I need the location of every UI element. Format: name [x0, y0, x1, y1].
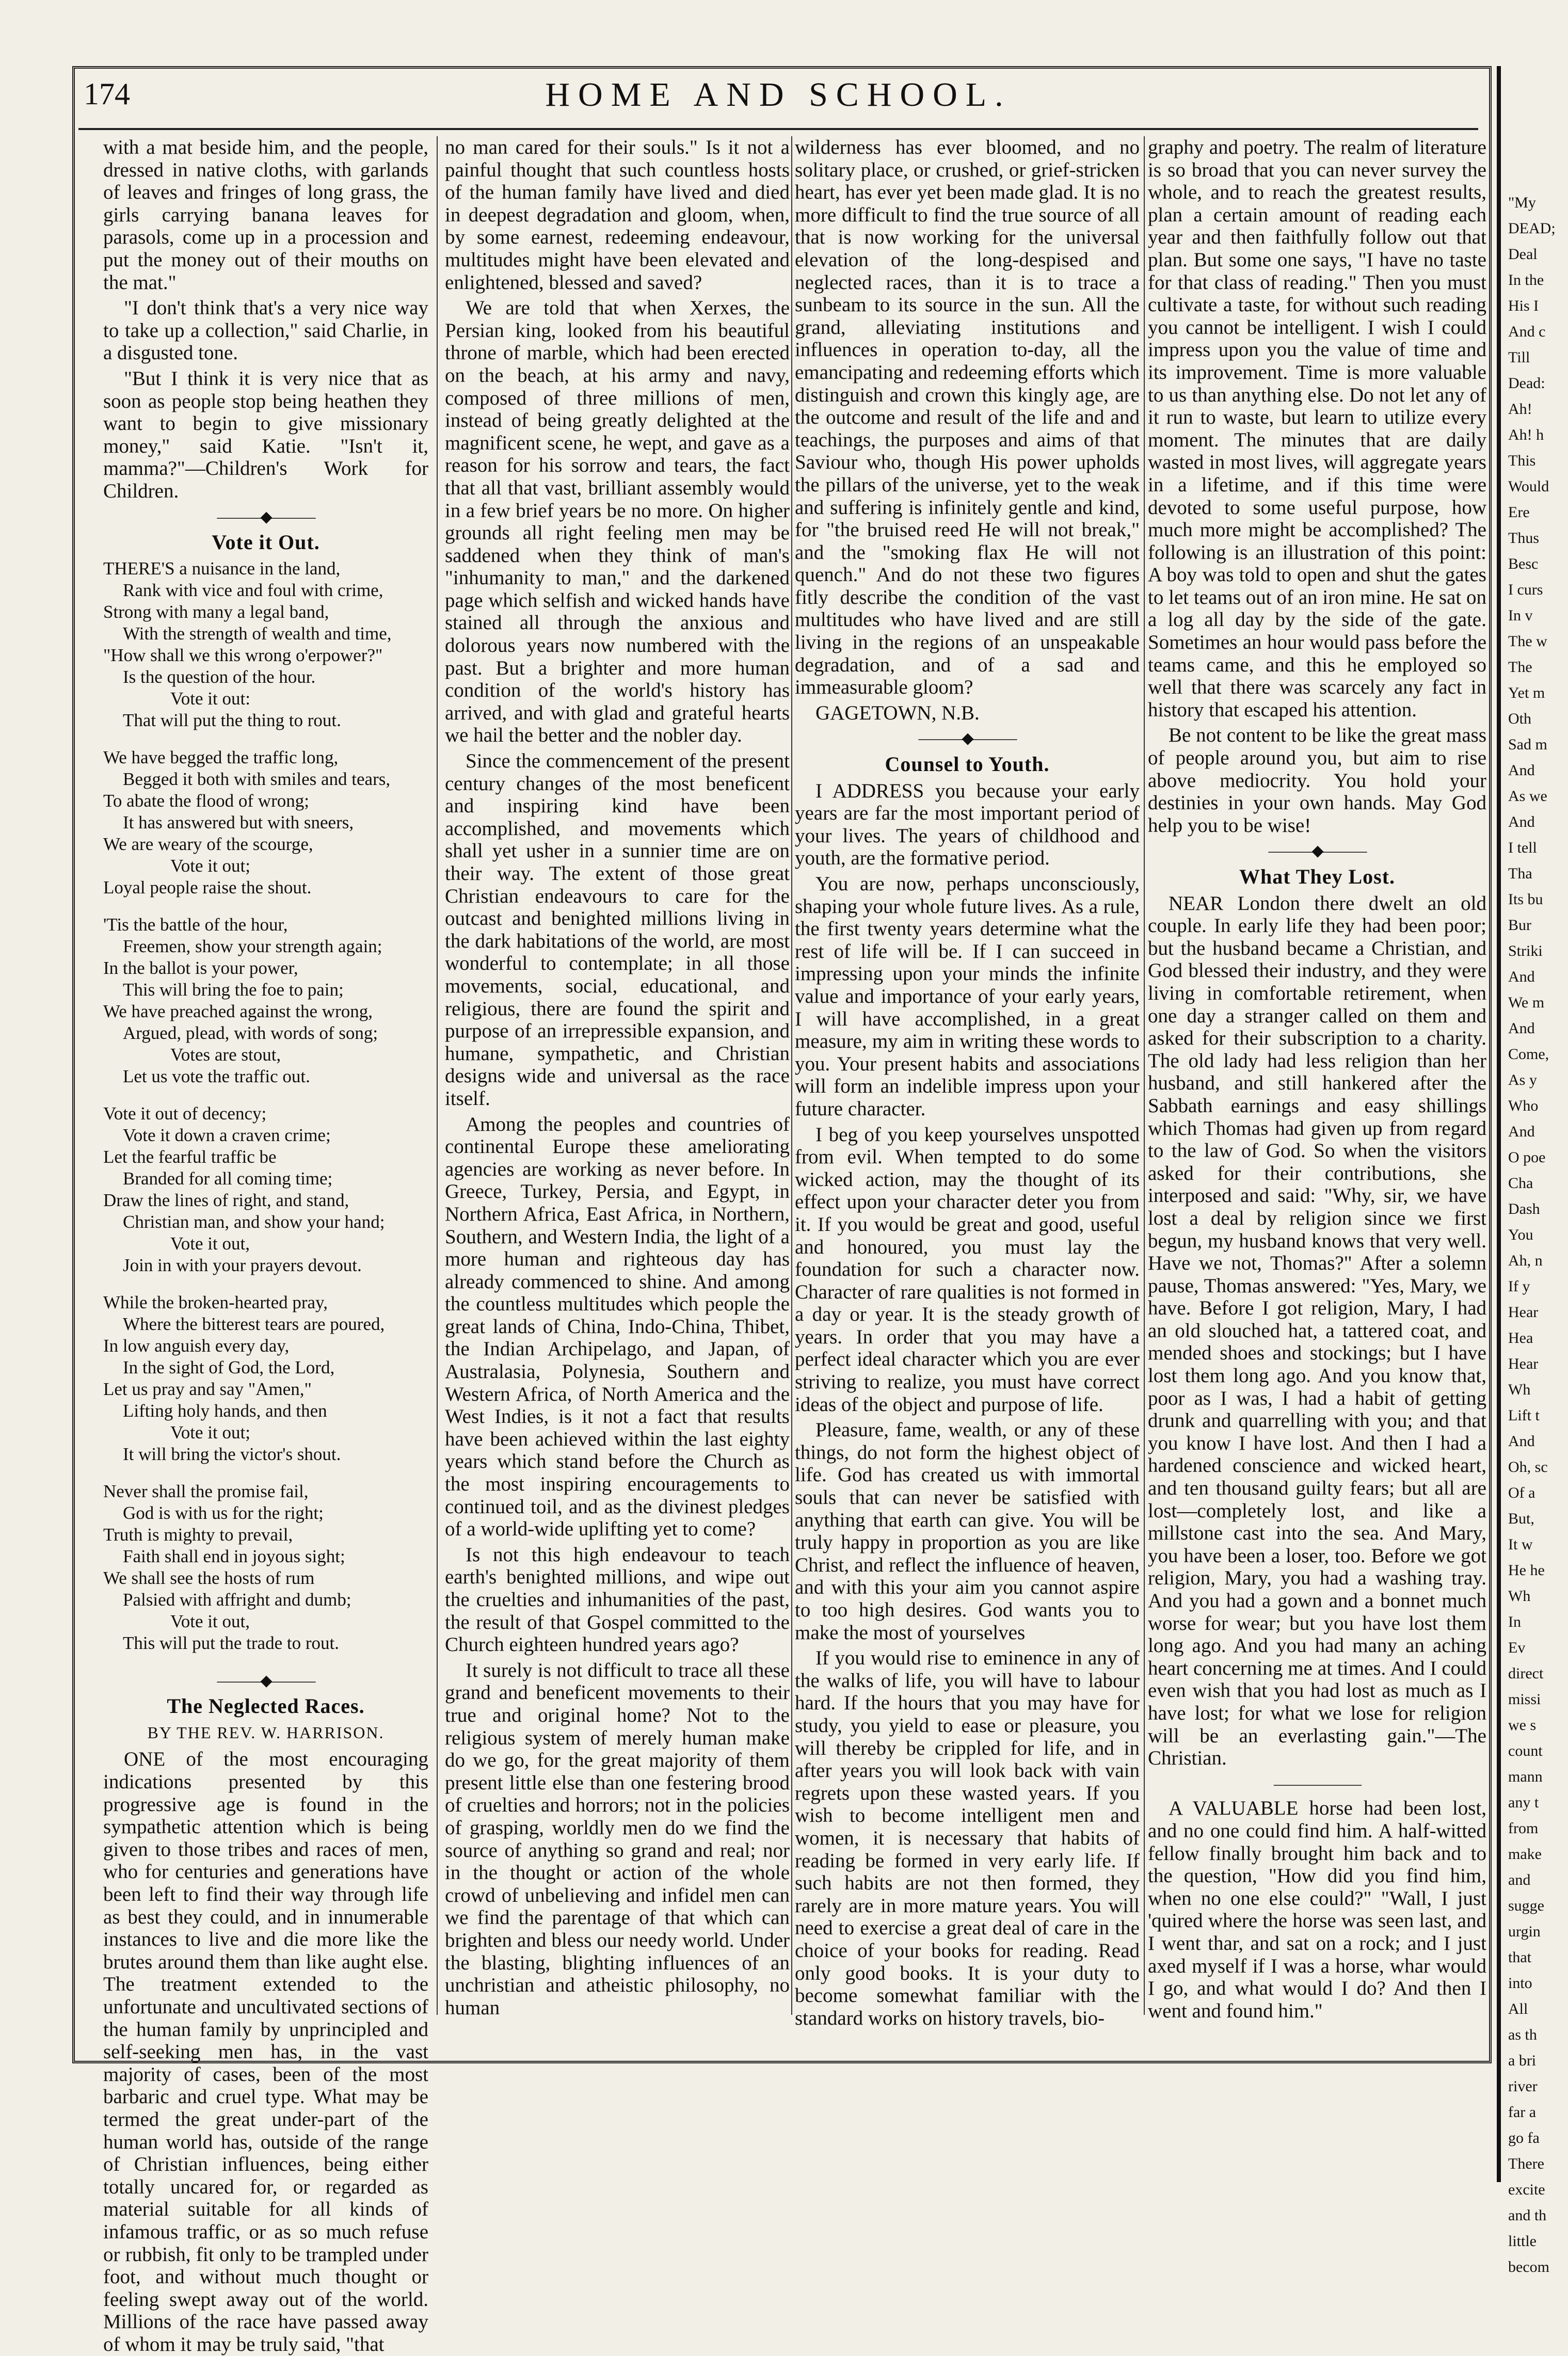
poem-line: Vote it out; — [170, 1422, 250, 1443]
poem-line: Join in with your prayers devout. — [123, 1255, 362, 1275]
poem-line: This will put the trade to rout. — [123, 1632, 339, 1653]
strip-line: into — [1508, 1975, 1532, 1992]
strip-line: and th — [1508, 2207, 1547, 2224]
paragraph: ONE of the most encouraging indications presented by this progressive age is found in the sympathetic attention which is being given to those tribes and races of men, who for centuries and generations have been left to find their way through life as best they could, and in innumerable instances to live and die more like the brutes around them than like aught else. The treatment extended to the unfortunate and uncultivated sections of the human family by unprincipled and self-seeking men has, in the vast majority of cases, been of the most barbaric and cruel type. What may be termed the great under-part of the human world has, outside of the range of Christian influences, being either totally uncared for, or regarded as material suitable for all kinds of infamous traffic, or as so much refuse or rubbish, fit only to be trampled under foot, and without much thought or feeling swept away out of the world. Millions of the race have passed away of whom it may be truly said, "that — [103, 1748, 428, 2355]
paragraph: We are told that when Xerxes, the Persian king, looked from his beautiful throne of marble, which had been erected on the beach, at his army and navy, composed of three millions of men, instead of being greatly delighted at the magnificent scene, he wept, and gave as a reason for his sorrow and tears, the fact that all that vast, brilliant assembly would in a few brief years be no more. On higher grounds all right feeling men may be saddened when they think of man's "inhumanity to man," and the darkened page which selfish and wicked hands have stained all through the anxious and dolorous years now numbered with the past. But a brighter and more human condition of the world's history has arrived, and with glad and grateful hearts we hail the better and the nobler day. — [445, 297, 790, 747]
paragraph: Among the peoples and countries of continental Europe these ameliorating agencies are working as never before. In Greece, Turkey, Persia, and Egypt, in Northern Africa, East Africa, in Northern, Southern, and Western India, the light of a more human and righteous day has already commenced to shine. And among the countless multitudes which people the great lands of China, Indo-China, Thibet, the Indian Archipelago, and Japan, of Australasia, Polynesia, Southern and Western Africa, of North America and the West Indies, is it not a fact that results have been achieved within the last eighty years which stand before the Church as the most inspiring encouragements to continued toil, and as the divinest pledges of a world-wide uplifting yet to come? — [445, 1113, 790, 1541]
strip-line: And c — [1508, 323, 1546, 340]
strip-line: go fa — [1508, 2129, 1540, 2146]
strip-line: It w — [1508, 1536, 1533, 1553]
poem-line: Argued, plead, with words of song; — [123, 1022, 378, 1043]
paragraph: "But I think it is very nice that as soon as people stop being heathen they want to begin to give missionary money," said Katie. "Isn't it, mamma?"—Children's Work for Children. — [103, 367, 428, 502]
column-rule — [791, 136, 792, 2015]
paragraph: You are now, perhaps unconsciously, shaping your whole future lives. As a rule, the first twenty years determine what the rest of life will be. If I can succeed in impressing upon your minds the infinite value and importance of your early years, I will have accomplished, in a great measure, my aim in writing these words to you. Your present habits and associations will form an indelible impress upon your future character. — [795, 873, 1140, 1120]
poem-line: Let us vote the traffic out. — [123, 1066, 310, 1086]
strip-line: becom — [1508, 2258, 1549, 2275]
strip-line: The — [1508, 659, 1532, 676]
strip-line: that — [1508, 1949, 1531, 1966]
poem-line: 'Tis the battle of the hour, — [103, 914, 288, 935]
column-3 — [795, 136, 1140, 2029]
paragraph: graphy and poetry. The realm of literature is so broad that you can never survey the whole, and to reach the greatest results, plan a certain amount of reading each year and then faithfully follow out that plan. But some one says, "I have no taste for that class of reading." Then you must cultivate a taste, for without such reading you cannot be intelligent. I wish I could impress upon you the value of time and its improvement. Time is more valuable to us than anything else. Do not let any of it run to waste, but learn to utilize every moment. The minutes that are daily wasted in most lives, will aggregate years in a lifetime, and if this time were devoted to some useful purpose, how much more might be accomplished? The following is an illustration of this point: A boy was told to open and shut the gates to let teams out of an iron mine. He sat on a log all day by the side of the gate. Sometimes an hour would pass before the teams came, and this he employed so well that there was scarcely any fact in history that escaped his attention. — [1148, 136, 1486, 721]
strip-line: His I — [1508, 297, 1539, 314]
paragraph: no man cared for their souls." Is it not a painful thought that such countless hosts of the human family have lived and died in deepest degradation and gloom, when, by some earnest, redeeming endeavour, multitudes might have been elevated and enlightened, blessed and saved? — [445, 136, 790, 294]
strip-line: And — [1508, 762, 1535, 779]
page-header — [78, 72, 1478, 130]
poem-line: Where the bitterest tears are poured, — [123, 1313, 385, 1334]
poem-body — [103, 558, 428, 1654]
strip-line: We m — [1508, 994, 1545, 1011]
strip-line: a bri — [1508, 2052, 1537, 2069]
paragraph: Is not this high endeavour to teach earth's benighted millions, and wipe out the cruelties and inhumanities of the past, the result of that Gospel committed to the Church eighteen hundred years ago? — [445, 1543, 790, 1656]
strip-line: In — [1508, 1613, 1521, 1630]
strip-line: Besc — [1508, 555, 1539, 572]
strip-line: DEAD; — [1508, 220, 1556, 237]
paragraph: It surely is not difficult to trace all these grand and beneficent movements to their true and original home? Not to the religious system of merely human make do we go, for the great majority of them present little else than one festering brood of cruelties and horrors; not in the policies of grasping, worldly men do we find the source of anything so grand and real; nor in the thought or action of the whole crowd of unbelieving and infidel men can we find the parentage of that which can brighten and bless our needy world. Under the blasting, blighting influences of an unchristian and atheistic philosophy, no human — [445, 1659, 790, 2019]
strip-line: any t — [1508, 1794, 1539, 1811]
poem-line: This will bring the foe to pain; — [123, 979, 344, 1000]
poem-line: With the strength of wealth and time, — [123, 623, 392, 644]
poem-line: Lifting holy hands, and then — [123, 1400, 327, 1421]
strip-line: Would — [1508, 478, 1549, 495]
strip-line: I curs — [1508, 581, 1543, 598]
strip-line: Hear — [1508, 1355, 1539, 1372]
stanza — [103, 1481, 428, 1654]
strip-line: This — [1508, 452, 1536, 469]
strip-line: But, — [1508, 1510, 1534, 1527]
strip-line: He he — [1508, 1562, 1545, 1579]
strip-line: and — [1508, 1871, 1531, 1888]
poem-line: Rank with vice and foul with crime, — [123, 580, 383, 600]
strip-line: Bur — [1508, 917, 1531, 934]
poem-line: Vote it down a craven crime; — [123, 1125, 331, 1145]
stanza — [103, 747, 428, 899]
stanza — [103, 1103, 428, 1276]
poem-line: Strong with many a legal band, — [103, 601, 329, 622]
stanza — [103, 558, 428, 731]
stanza — [103, 914, 428, 1087]
paragraph: A VALUABLE horse had been lost, and no one could find him. A half-witted fellow finally brought him back and to the question, "How did you find him, when no one else could?" "Wall, I just 'quired where the horse was seen last, and I went thar, and sat on a rock; and I just axed myself if I was a horse, whar would I go, and what would I do? And then I went and found him." — [1148, 1797, 1486, 2022]
strip-line: Tha — [1508, 865, 1532, 882]
strip-line: make — [1508, 1846, 1542, 1863]
poem-line: Freemen, show your strength again; — [123, 936, 382, 956]
poem-line: Vote it out: — [170, 688, 250, 709]
strip-line: O poe — [1508, 1149, 1546, 1166]
paragraph: wilderness has ever bloomed, and no solitary place, or crushed, or grief-stricken heart, has ever yet been made glad. It is no more difficult to find the true source of all that is now working for the universal elevation of the long-despised and neglected races, than it is to trace a sunbeam to its source in the sun. All the grand, alleviating institutions and influences in operation to-day, all the emancipating and redeeming efforts which distinguish and crown this kingly age, are the outcome and result of the life and and teachings, the purposes and aims of that Saviour who, though His power upholds the pillars of the universe, yet to the weak and suffering is infinitely gentle and kind, for "the bruised reed He will not break," and the "smoking flax He will not quench." And do not these two figures fitly describe the condition of the vast multitudes who have lived and are still living in the regions of an unspeakable degradation, and of a sad and immeasurable gloom? — [795, 136, 1140, 699]
stanza — [103, 1292, 428, 1465]
paragraph: Pleasure, fame, wealth, or any of these things, do not form the highest object of life. God has created us with immortal souls that can never be satisfied with anything that earth can give. You will be truly happy in proportion as you are like Christ, and reflect the influence of heaven, and with this your aim you cannot aspire to too high desires. God wants you to make the most of yourselves — [795, 1419, 1140, 1644]
paragraph: with a mat beside him, and the people, dressed in native cloths, with garlands of leaves and fringes of long grass, the girls carrying banana leaves for parasols, come up in a procession and put the money out of their mouths on the mat." — [103, 136, 428, 294]
poem-line: Vote it out of decency; — [103, 1103, 267, 1124]
strip-line: Dead: — [1508, 375, 1545, 392]
poem-line: In low anguish every day, — [103, 1335, 290, 1356]
poem-line: Let us pray and say "Amen," — [103, 1379, 312, 1399]
strip-line: There — [1508, 2155, 1544, 2172]
strip-line: from — [1508, 1820, 1539, 1837]
strip-line: Cha — [1508, 1175, 1533, 1192]
strip-line: Lift t — [1508, 1407, 1540, 1424]
byline: BY THE REV. W. HARRISON. — [147, 1723, 385, 1742]
paragraph: NEAR London there dwelt an old couple. In early life they had been poor; but the husband became a Christian, and God blessed their industry, and they were living in comfortable retirement, when one day a stranger called on them and asked for their subscription to a charity. The old lady had less religion than her husband, and still hankered after the Sabbath earnings and easy shillings which Thomas had given up from regard to the law of God. So when the visitors asked for their contributions, she interposed and said: "Why, sir, we have lost a deal by religion since we first begun, my husband knows that very well. Have we not, Thomas?" After a solemn pause, Thomas answered: "Yes, Mary, we have. Before I got religion, Mary, I had an old slouched hat, a tattered coat, and mended shoes and stockings; but I have lost them long ago. And you know that, poor as I was, I had a habit of getting drunk and quarrelling with you; and that you know I have lost. And then I had a hardened conscience and wicked heart, and ten thousand guilty fears; but all are lost—completely lost, and like a millstone cast into the sea. And Mary, you have been a loser, too. Before we got religion, Mary, you had a washing tray. And you had a gown and a bonnet much worse for wear; but you have lost them long ago. And you had many an aching heart concerning me at times. And I could even wish that you had lost as much as I have lost; for what we lose for religion will be an everlasting gain."—The Christian. — [1148, 892, 1486, 1770]
strip-line: Deal — [1508, 246, 1538, 263]
poem-line: Votes are stout, — [170, 1044, 281, 1065]
strip-line: Wh — [1508, 1381, 1531, 1398]
strip-line: we s — [1508, 1717, 1537, 1734]
poem-line: "How shall we this wrong o'erpower?" — [103, 645, 383, 665]
poem-line: Let the fearful traffic be — [103, 1146, 277, 1167]
strip-line: And — [1508, 1433, 1535, 1450]
article-title: The Neglected Races. — [167, 1694, 365, 1718]
strip-line: Yet m — [1508, 684, 1545, 701]
poem-line: Begged it both with smiles and tears, — [123, 768, 391, 789]
paragraph: I ADDRESS you because your early years are far the most important period of your lives. The years of childhood and youth, are the formative period. — [795, 779, 1140, 870]
column-4 — [1148, 136, 1486, 2025]
poem-line: In the ballot is your power, — [103, 957, 298, 978]
strip-line: Who — [1508, 1097, 1539, 1114]
poem-line: It has answered but with sneers, — [123, 812, 354, 832]
poem-line: Vote it out, — [170, 1611, 250, 1631]
strip-line: Of a — [1508, 1484, 1535, 1501]
poem-line: Christian man, and show your hand; — [123, 1211, 385, 1232]
strip-line: All — [1508, 2000, 1528, 2017]
paragraph: Be not content to be like the great mass of people around you, but aim to rise above mediocrity. You hold your destinies in your own hands. May God help you to be wise! — [1148, 724, 1486, 837]
poem-line: Is the question of the hour. — [123, 666, 316, 687]
strip-line: Ev — [1508, 1639, 1526, 1656]
strip-line: Ere — [1508, 504, 1530, 521]
strip-line: Till — [1508, 349, 1530, 366]
strip-line: The w — [1508, 633, 1547, 650]
section-divider: —————— — [1274, 1775, 1361, 1792]
strip-line: As we — [1508, 788, 1547, 805]
article-title: Counsel to Youth. — [885, 752, 1050, 776]
strip-line: Oh, sc — [1508, 1459, 1548, 1476]
strip-line: far a — [1508, 2104, 1537, 2121]
publication-title: HOME AND SCHOOL. — [545, 76, 1012, 114]
paragraph: Since the commencement of the present century changes of the most beneficent and inspiring kind have been accomplished, and movements which shall yet usher in a sunnier time are on their way. The extent of those great Christian endeavours to care for the outcast and benighted millions living in the dark habitations of the world, are most wonderful to contemplate; in all those movements, social, educational, and religious, there are found the spirit and purpose of an irrepressible expansion, and humane, sympathetic, and Christian designs wide and universal as the race itself. — [445, 750, 790, 1110]
poem-line: Draw the lines of right, and stand, — [103, 1190, 349, 1210]
poem-line: God is with us for the right; — [123, 1502, 324, 1523]
strip-line: In v — [1508, 607, 1533, 624]
strip-line: mann — [1508, 1768, 1543, 1785]
strip-line: And — [1508, 813, 1535, 830]
strip-line: count — [1508, 1742, 1543, 1759]
poem-line: Branded for all coming time; — [123, 1168, 333, 1189]
column-rule — [1144, 136, 1145, 2015]
strip-line: Ah! h — [1508, 426, 1544, 443]
poem-line: Faith shall end in joyous sight; — [123, 1546, 345, 1566]
article-title: What They Lost. — [1239, 865, 1396, 888]
strip-line: Come, — [1508, 1046, 1549, 1063]
strip-line: excite — [1508, 2181, 1545, 2198]
poem-line: It will bring the victor's shout. — [123, 1444, 341, 1464]
poem-line: In the sight of God, the Lord, — [123, 1357, 335, 1377]
strip-line: Wh — [1508, 1588, 1531, 1605]
strip-line: Hear — [1508, 1304, 1539, 1321]
strip-line: sugge — [1508, 1897, 1544, 1914]
strip-line: as th — [1508, 2026, 1537, 2043]
poem-line: Palsied with affright and dumb; — [123, 1589, 351, 1610]
strip-line: In the — [1508, 271, 1544, 289]
strip-line: Dash — [1508, 1200, 1540, 1217]
strip-line: river — [1508, 2078, 1538, 2095]
column-rule — [437, 136, 438, 2015]
poem-line: We have preached against the wrong, — [103, 1001, 373, 1021]
poem-line: We have begged the traffic long, — [103, 747, 339, 767]
section-divider: ———◆——— — [217, 508, 315, 525]
poem-line: That will put the thing to rout. — [123, 710, 341, 730]
poem-line: We shall see the hosts of rum — [103, 1567, 315, 1588]
strip-line: Thus — [1508, 530, 1539, 547]
strip-line: little — [1508, 2233, 1537, 2250]
column-2 — [445, 136, 790, 2025]
section-divider: ———◆——— — [217, 1672, 315, 1689]
strip-line: And — [1508, 968, 1535, 985]
poem-line: Truth is mighty to prevail, — [103, 1524, 293, 1545]
dateline: GAGETOWN, N.B. — [815, 701, 980, 724]
strip-line: urgin — [1508, 1923, 1541, 1940]
strip-line: direct — [1508, 1665, 1544, 1682]
adjacent-page-strip — [1497, 66, 1568, 2275]
poem-title: Vote it Out. — [212, 531, 320, 554]
paragraph: "I don't think that's a very nice way to take up a collection," said Charlie, in a disgusted tone. — [103, 297, 428, 364]
strip-line: Striki — [1508, 942, 1543, 959]
page-number: 174 — [84, 77, 130, 111]
poem-line: To abate the flood of wrong; — [103, 790, 309, 811]
strip-line: And — [1508, 1123, 1535, 1140]
poem-line: THERE'S a nuisance in the land, — [103, 558, 341, 579]
poem-line: Vote it out; — [170, 855, 250, 876]
strip-line: Oth — [1508, 710, 1531, 727]
strip-line: "My — [1508, 194, 1536, 211]
strip-line: I tell — [1508, 839, 1537, 856]
poem-line: Vote it out, — [170, 1233, 250, 1254]
poem-line: We are weary of the scourge, — [103, 834, 313, 854]
strip-line: Ah, n — [1508, 1252, 1543, 1269]
strip-line: You — [1508, 1226, 1533, 1243]
poem-line: Loyal people raise the shout. — [103, 877, 312, 897]
strip-line: If y — [1508, 1278, 1530, 1295]
section-divider: ———◆——— — [918, 730, 1016, 747]
poem-line: While the broken-hearted pray, — [103, 1292, 328, 1312]
column-1 — [103, 136, 428, 2355]
strip-line: Its bu — [1508, 891, 1543, 908]
strip-line: And — [1508, 1020, 1535, 1037]
strip-line: As y — [1508, 1071, 1537, 1088]
section-divider: ———◆——— — [1268, 842, 1366, 860]
paragraph: If you would rise to eminence in any of the walks of life, you will have to labour hard. If the hours that you may have for study, you yield to ease or pleasure, you will thereby be crippled for life, and in after years you will look back with vain regrets upon these wasted years. If you wish to become intelligent men and women, it is necessary that habits of reading be formed in very early life. If such habits are not then formed, they rarely are in more mature years. You will need to exercise a great deal of care in the choice of your books for reading. Read only good books. It is your duty to become somewhat familiar with the standard works on history travels, bio- — [795, 1647, 1140, 2029]
strip-line: missi — [1508, 1691, 1541, 1708]
poem-line: Never shall the promise fail, — [103, 1481, 309, 1501]
strip-line: Ah! — [1508, 400, 1532, 418]
strip-line: Sad m — [1508, 736, 1547, 753]
strip-line: Hea — [1508, 1329, 1533, 1347]
paragraph: I beg of you keep yourselves unspotted from evil. When tempted to do some wicked action, may the thought of its effect upon your character deter you from it. If you would be great and good, useful and honoured, you must lay the foundation for such a character now. Character of rare qualities is not formed in a day or year. It is the steady growth of years. In order that you may have a perfect ideal character which you are ever striving to realize, you must have correct ideas of the object and purpose of life. — [795, 1123, 1140, 1416]
